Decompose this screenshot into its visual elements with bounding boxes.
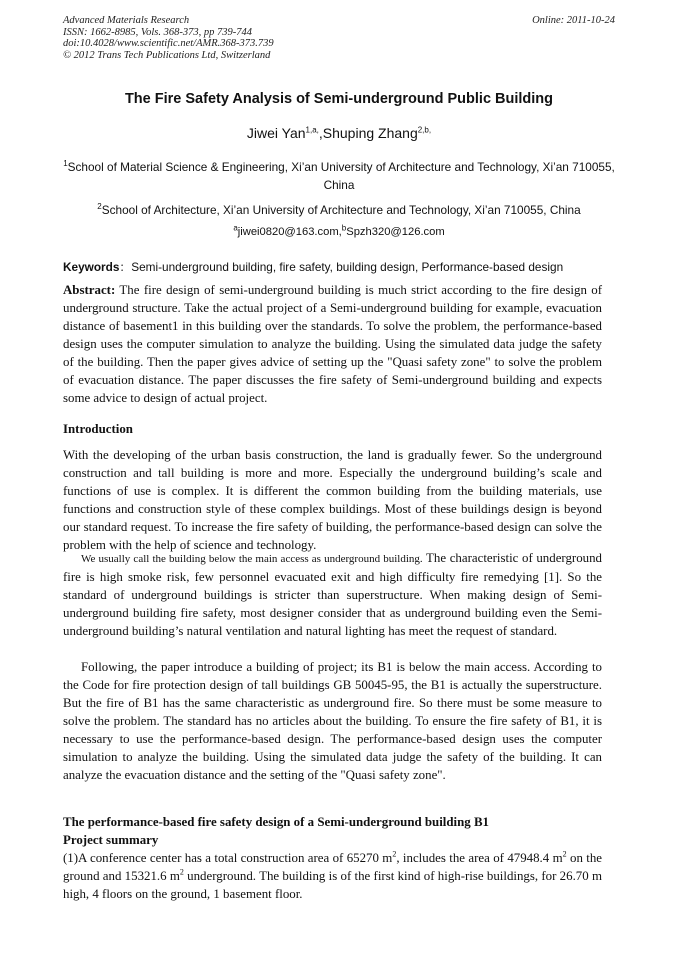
affiliation-2-sup: 2 [97, 202, 102, 212]
keywords-text: Semi-underground building, fire safety, building design, Performance-based design [131, 260, 564, 274]
paper-title: The Fire Safety Analysis of Semi-underground Public Building [124, 91, 554, 107]
email-b-sup: b [341, 223, 347, 233]
keywords-separator: ： [119, 260, 132, 274]
intro-paragraph-1: With the developing of the urban basis construction, the land is gradually fewer. So the underground construction and tall building is more and more. Especially the underground building’s scale and functions of use is complex. It is different the common building from the building materials, use functions and construction style of these complex buildings. Most of these buildings design is beyond our standard request. To increase the fire safety of building, the performance-based design can solve the problem with the help of science and technology. [63, 448, 602, 552]
journal-issn: ISSN: 1662-8985, Vols. 368-373, pp 739-744 [63, 26, 252, 38]
summary-part-c: on the ground and 15321.6 m [63, 851, 603, 883]
author-2-sup: 2,b, [417, 125, 432, 135]
summary-sup-1: 2 [392, 849, 397, 859]
affiliation-1 [63, 158, 615, 194]
intro-paragraph-2-lead: We usually call the building below the main access as underground building. [81, 553, 423, 565]
author-separator: , [318, 125, 323, 141]
affiliation-1-text: School of Material Science & Engineering, Xi’an University of Architecture and Technology, Xi’an 710055, China [67, 160, 615, 192]
abstract [63, 281, 602, 407]
email-a[interactable]: jiwei0820@163.com, [237, 226, 342, 238]
intro-paragraph-2 [63, 549, 602, 640]
subsection-heading: Project summary [63, 833, 159, 847]
summary-part-a: (1)A conference center has a total construction area of 65270 m [63, 851, 393, 865]
email-line [0, 223, 678, 238]
affiliation-2 [63, 201, 615, 219]
author-1-sup: 1,a, [305, 125, 319, 135]
keywords-label: Keywords [63, 260, 120, 274]
intro-paragraph-3: Following, the paper introduce a building of project; its B1 is below the main access. According to the Code for fire protection design of tall buildings GB 50045-95, the B1 is actually the superstructure. But the fire of B1 has the same characteristic as underground fire. So there must be some measure to solve the problem. The standard has no articles about the building. To ensure the fire safety of B1, it is necessary to use the performance-based design. The performance-based design uses the computer simulation to analyze the building. Using the simulated data judge the safety of the building. It can analyze the evacuation distance and the setting of the "Quasi safety zone". [63, 660, 602, 782]
journal-name: Advanced Materials Research [63, 15, 190, 26]
abstract-label: Abstract: [63, 283, 116, 297]
introduction-heading: Introduction [63, 422, 133, 436]
online-date: Online: 2011-10-24 [532, 15, 615, 26]
author-1-name: Jiwei Yan [246, 125, 306, 141]
journal-doi: doi:10.4028/www.scientific.net/AMR.368-373.739 [63, 38, 274, 49]
summary-sup-2: 2 [562, 849, 567, 859]
email-b[interactable]: Spzh320@126.com [346, 226, 445, 238]
section-heading: The performance-based fire safety design of a Semi-underground building B1 [63, 815, 490, 829]
author-2-name: Shuping Zhang [322, 125, 418, 141]
keywords [63, 258, 623, 275]
intro-paragraph-2-text: The characteristic of underground fire is high smoke risk, few personnel evacuated exit and high difficulty fire remedying [1]. So the standard of underground buildings is stricter than superstructure. When making design of Semi-underground building fire safety, most designer consider that as underground building even the Semi-underground building’s natural ventilation and natural lighting has meet the request of standard. [63, 551, 602, 638]
affiliation-2-text: School of Architecture, Xi’an University of Architecture and Technology, Xi’an 710055, China [101, 203, 581, 217]
author-line [0, 125, 678, 141]
project-summary-paragraph [63, 849, 602, 903]
summary-part-b: , includes the area of 47948.4 m [396, 851, 563, 865]
summary-sup-3: 2 [179, 867, 184, 877]
journal-header [63, 15, 274, 61]
email-a-sup: a [233, 223, 238, 233]
journal-copyright: © 2012 Trans Tech Publications Ltd, Switzerland [63, 49, 271, 61]
affiliation-1-sup: 1 [63, 159, 68, 169]
abstract-text: The fire design of semi-underground building is much strict according to the fire design of underground structure. Take the actual project of a Semi-underground building for example, evacuation distance of basement1 in this building over the standards. To solve the problem, the performance-based design uses the computer simulation to analyze the building. Using the simulated data judge the safety of the building. Then the paper gives advice of setting up the "Quasi safety zone" to solve the problem of evacuation distance. The paper discusses the fire safety of Semi-underground building and expects some advice to design of actual project. [63, 283, 602, 405]
summary-part-d: underground. The building is of the first kind of high-rise buildings, for 26.70 m high, 4 floors on the ground, 1 basement floor. [63, 869, 602, 901]
